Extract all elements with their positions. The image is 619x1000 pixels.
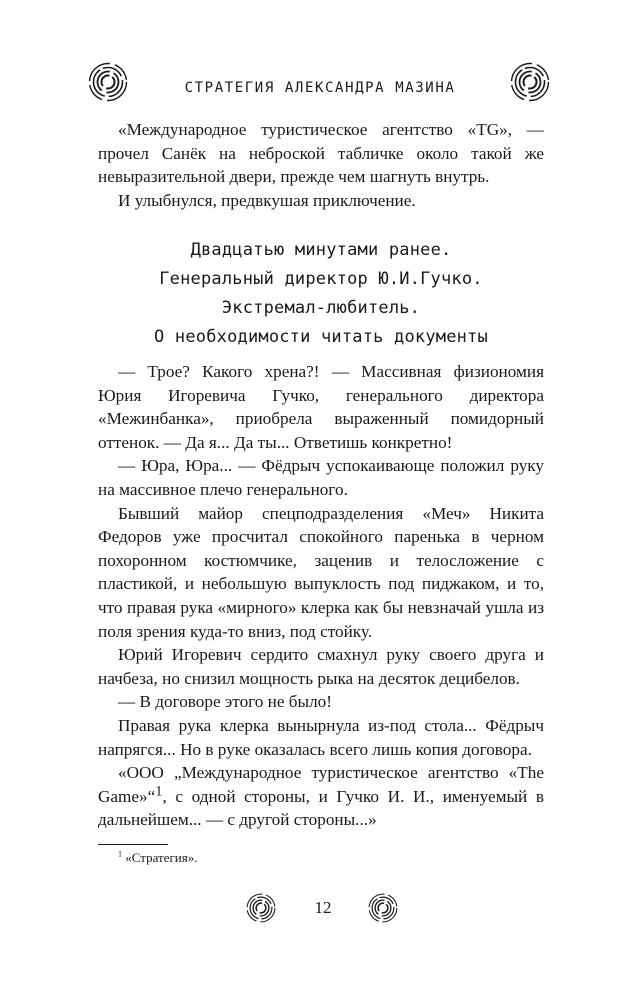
paragraph: — В договоре этого не было!: [118, 692, 332, 712]
chapter-title-line: Генеральный директор Ю.И.Гучко.: [159, 269, 483, 289]
chapter-title: [98, 236, 544, 352]
paragraph: Правая рука клерка вынырнула из-под стола... Фёдрыч напрягся... Но в руке оказалась всего лишь копия договора.: [98, 715, 544, 759]
page-number: 12: [314, 898, 332, 917]
footnote-divider: [98, 844, 168, 845]
footnote: [118, 850, 198, 866]
footnote-mark: 1: [118, 849, 122, 859]
chapter-title-line: Экстремал-любитель.: [221, 298, 421, 318]
chapter-title-line: Двадцатью минутами ранее.: [190, 240, 452, 260]
paragraph-text: , с одной стороны, и Гучко И. И., именуемый в дальнейшем... — с другой стороны...»: [98, 786, 544, 830]
paragraph: И улыбнулся, предвкушая приключение.: [118, 190, 416, 210]
body-text-top: [98, 118, 544, 212]
footnote-reference: 1: [155, 782, 163, 799]
spiral-ornament-icon: [88, 62, 128, 102]
body-text-main: [98, 360, 544, 832]
chapter-title-line: О необходимости читать документы: [154, 327, 488, 347]
paragraph: Юрий Игоревич сердито смахнул руку своего друга и начбеза, но снизил мощность рыка на десяток децибелов.: [98, 645, 544, 688]
running-title: СТРАТЕГИЯ АЛЕКСАНДРА МАЗИНА: [184, 80, 456, 96]
paragraph-with-footnote: [98, 761, 544, 832]
spiral-ornament-icon: [510, 62, 550, 102]
footnote-text: «Стратегия».: [125, 850, 198, 865]
paragraph: Бывший майор спецподразделения «Меч» Никита Федоров уже просчитал спокойного паренька в черном похоронном костюмчике, заценив и телосложение с пластикой, и небольшую выпуклость под пиджаком, и то, что правая рука «мирного» клерка как бы невзначай ушла из поля зрения куда-то вниз, под стойку.: [98, 503, 544, 641]
paragraph: «Международное туристическое агентство «TG», — прочел Санёк на неброской табличке около такой же невыразительной двери, прежде чем шагнуть внутрь.: [98, 120, 544, 187]
paragraph: — Юра, Юра... — Фёдрыч успокаивающе положил руку на массивное плечо генерального.: [98, 456, 544, 499]
paragraph: — Трое? Какого хрена?! — Массивная физиономия Юрия Игоревича Гучко, генерального директора «Межинбанка», приобрела выраженный помидорный оттенок. — Да я... Да ты... Ответишь конкретно!: [98, 362, 544, 452]
spiral-ornament-icon: [246, 893, 276, 923]
running-header: [0, 62, 619, 106]
paragraph-text: «ООО „Международное туристическое агентство «The Game»“: [98, 763, 544, 806]
spiral-ornament-icon: [368, 893, 398, 923]
